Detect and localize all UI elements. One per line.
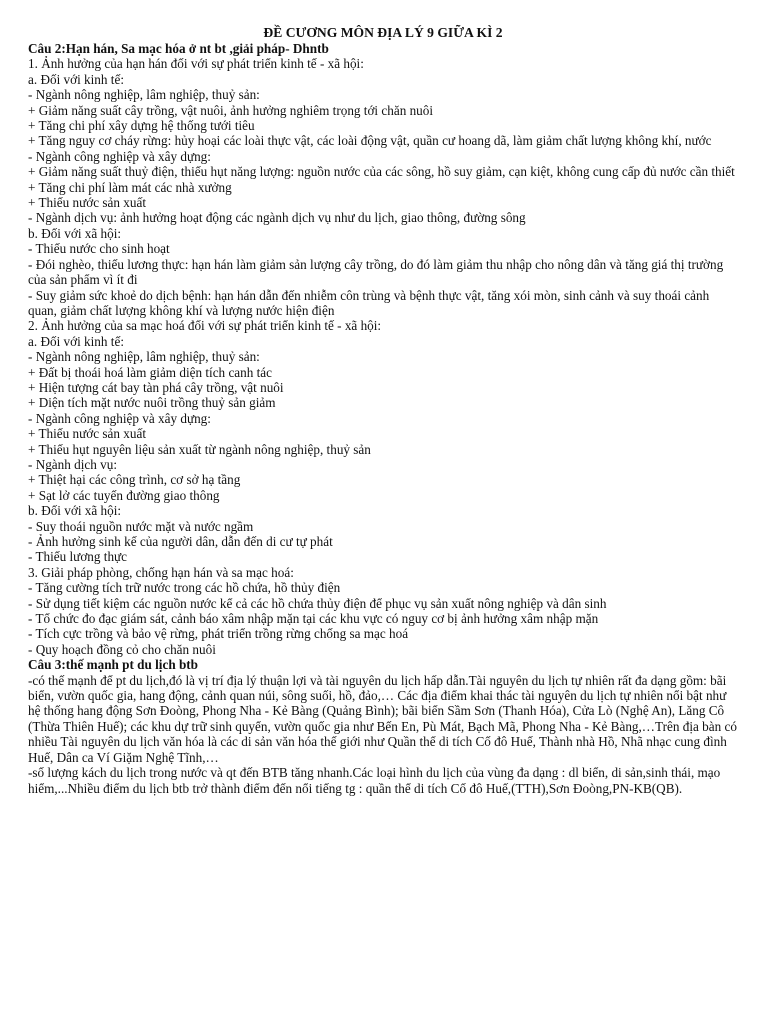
text-line: - Quy hoạch đồng cỏ cho chăn nuôi [28,641,216,657]
text-line: a. Đối với kinh tế: [28,71,124,87]
text-line: + Thiếu hụt nguyên liệu sản xuất từ ngành nông nghiệp, thuỷ sản [28,441,371,457]
text-line: + Giảm năng suất cây trồng, vật nuôi, ảnh hưởng nghiêm trọng tới chăn nuôi [28,102,434,118]
text-line: - Ngành dịch vụ: [28,456,117,472]
text-line: - Suy giảm sức khoẻ do dịch bệnh: hạn hán dẫn đến nhiễm côn trùng và bệnh thực vật, tăng xói mòn, sinh cảnh và suy thoái cảnh quan, giảm chất lượng không khí và lượng nước hiện điện [28,287,710,318]
text-line: + Giảm năng suất thuỷ điện, thiếu hụt năng lượng: nguồn nước của các sông, hồ suy giảm, cạn kiệt, không cung cấp đủ nước cần thiết [28,164,735,180]
text-line: b. Đối với xã hội: [28,503,122,519]
text-line: + Tăng chi phí làm mát các nhà xưởng [28,179,232,195]
text-line: - Ngành công nghiệp và xây dựng: [28,148,211,164]
text-line: + Sạt lở các tuyến đường giao thông [28,487,220,503]
text-line: - Ngành nông nghiệp, lâm nghiệp, thuỷ sản: [28,87,260,103]
text-line: - Tổ chức đo đạc giám sát, cảnh báo xâm nhập mặn tại các khu vực có nguy cơ bị ảnh hưởng xâm nhập mặn [28,611,599,627]
question-2-heading: Câu 2:Hạn hán, Sa mạc hóa ở nt bt ,giải pháp- Dhntb [28,41,329,56]
text-line: + Đất bị thoái hoá làm giảm diện tích canh tác [28,364,273,380]
text-line: + Diện tích mặt nước nuôi trồng thuỷ sản giảm [28,395,276,411]
text-line: a. Đối với kinh tế: [28,333,124,349]
text-line: - Ngành công nghiệp và xây dựng: [28,410,211,426]
text-line: + Tăng nguy cơ cháy rừng: hủy hoại các loài thực vật, các loài động vật, quần cư hoang dã, làm giảm chất lượng không khí, nước [28,133,712,149]
text-line: b. Đối với xã hội: [28,225,122,241]
text-line: + Thiệt hại các công trình, cơ sở hạ tầng [28,472,241,488]
document-title: ĐỀ CƯƠNG MÔN ĐỊA LÝ 9 GIỮA KÌ 2 [263,25,503,40]
text-line: + Thiếu nước sản xuất [28,195,146,211]
text-line: + Tăng chi phí xây dựng hệ thống tưới tiêu [28,118,255,134]
text-line: + Hiện tượng cát bay tàn phá cây trồng, vật nuôi [28,379,284,395]
text-line: - Sử dụng tiết kiệm các nguồn nước kể cả các hồ chứa thủy điện để phục vụ sản xuất nông nghiệp và dân sinh [28,595,607,611]
text-line: - Thiếu nước cho sinh hoạt [28,241,170,257]
text-line: - Thiếu lương thực [28,549,128,565]
text-line: - Tăng cường tích trữ nước trong các hồ chứa, hồ thủy điện [28,580,341,596]
text-line: 2. Ảnh hưởng của sa mạc hoá đối với sự phát triển kinh tế - xã hội: [28,318,382,334]
text-line: - Suy thoái nguồn nước mặt và nước ngầm [28,518,254,534]
question-3-heading: Câu 3:thế mạnh pt du lịch btb [28,657,199,673]
paragraph: -có thế mạnh để pt du lịch,đó là vị trí địa lý thuận lợi và tài nguyên du lịch hấp dẫn.Tài nguyên du lịch tự nhiên rất đa dạng gồm: bãi biển, vườn quốc gia, hang động, cảnh quan núi, sông suối, hồ, đảo,… Các địa điểm khai thác tài nguyên du lịch tự nhiên nổi bật như hệ thống hang động Sơn Đoòng, Phong Nha - Kẻ Bàng (Quảng Bình); bãi biển Sầm Sơn (Thanh Hóa), Cửa Lò (Nghệ An), Lăng Cô (Thừa Thiên Huế); các khu dự trữ sinh quyển, vườn quốc gia như Bến En, Pù Mát, Bạch Mã, Phong Nha - Kẻ Bàng,…Trên địa bàn có nhiều Tài nguyên du lịch văn hóa là các di sản văn hóa thế giới như Quần thể di tích Cố đô Huế, Thành nhà Hồ, Nhã nhạc cung đình Huế, Dân ca Ví Giặm Nghệ Tĩnh,… [28,672,737,765]
text-line: + Thiếu nước sản xuất [28,426,146,442]
text-line: - Ngành dịch vụ: ảnh hưởng hoạt động các ngành dịch vụ như du lịch, giao thông, đường sông [28,210,526,226]
question-3-body [28,673,738,796]
question-2-body [28,56,738,657]
paragraph: -số lượng kách du lịch trong nước và qt đến BTB tăng nhanh.Các loại hình du lịch của vùng đa dạng : dl biển, di sản,sinh thái, mạo hiểm,...Nhiều điểm du lịch btb trở thành điểm đến nổi tiếng tg : quần thể di tích Cố đô Huế,(TTH),Sơn Đoòng,PN-KB(QB). [28,765,721,796]
text-line: - Ảnh hưởng sinh kế của người dân, dẫn đến di cư tự phát [28,534,333,549]
text-line: 1. Ảnh hưởng của hạn hán đối với sự phát triển kinh tế - xã hội: [28,56,364,72]
text-line: - Tích cực trồng và bảo vệ rừng, phát triển trồng rừng chống sa mạc hoá [28,626,409,642]
text-line: - Đói nghèo, thiếu lương thực: hạn hán làm giảm sản lượng cây trồng, do đó làm giảm thu nhập cho nông dân và tăng giá thị trường của sản phẩm vì ít đi [28,256,724,288]
text-line: 3. Giải pháp phòng, chống hạn hán và sa mạc hoá: [28,564,294,580]
text-line: - Ngành nông nghiệp, lâm nghiệp, thuỷ sản: [28,349,260,365]
